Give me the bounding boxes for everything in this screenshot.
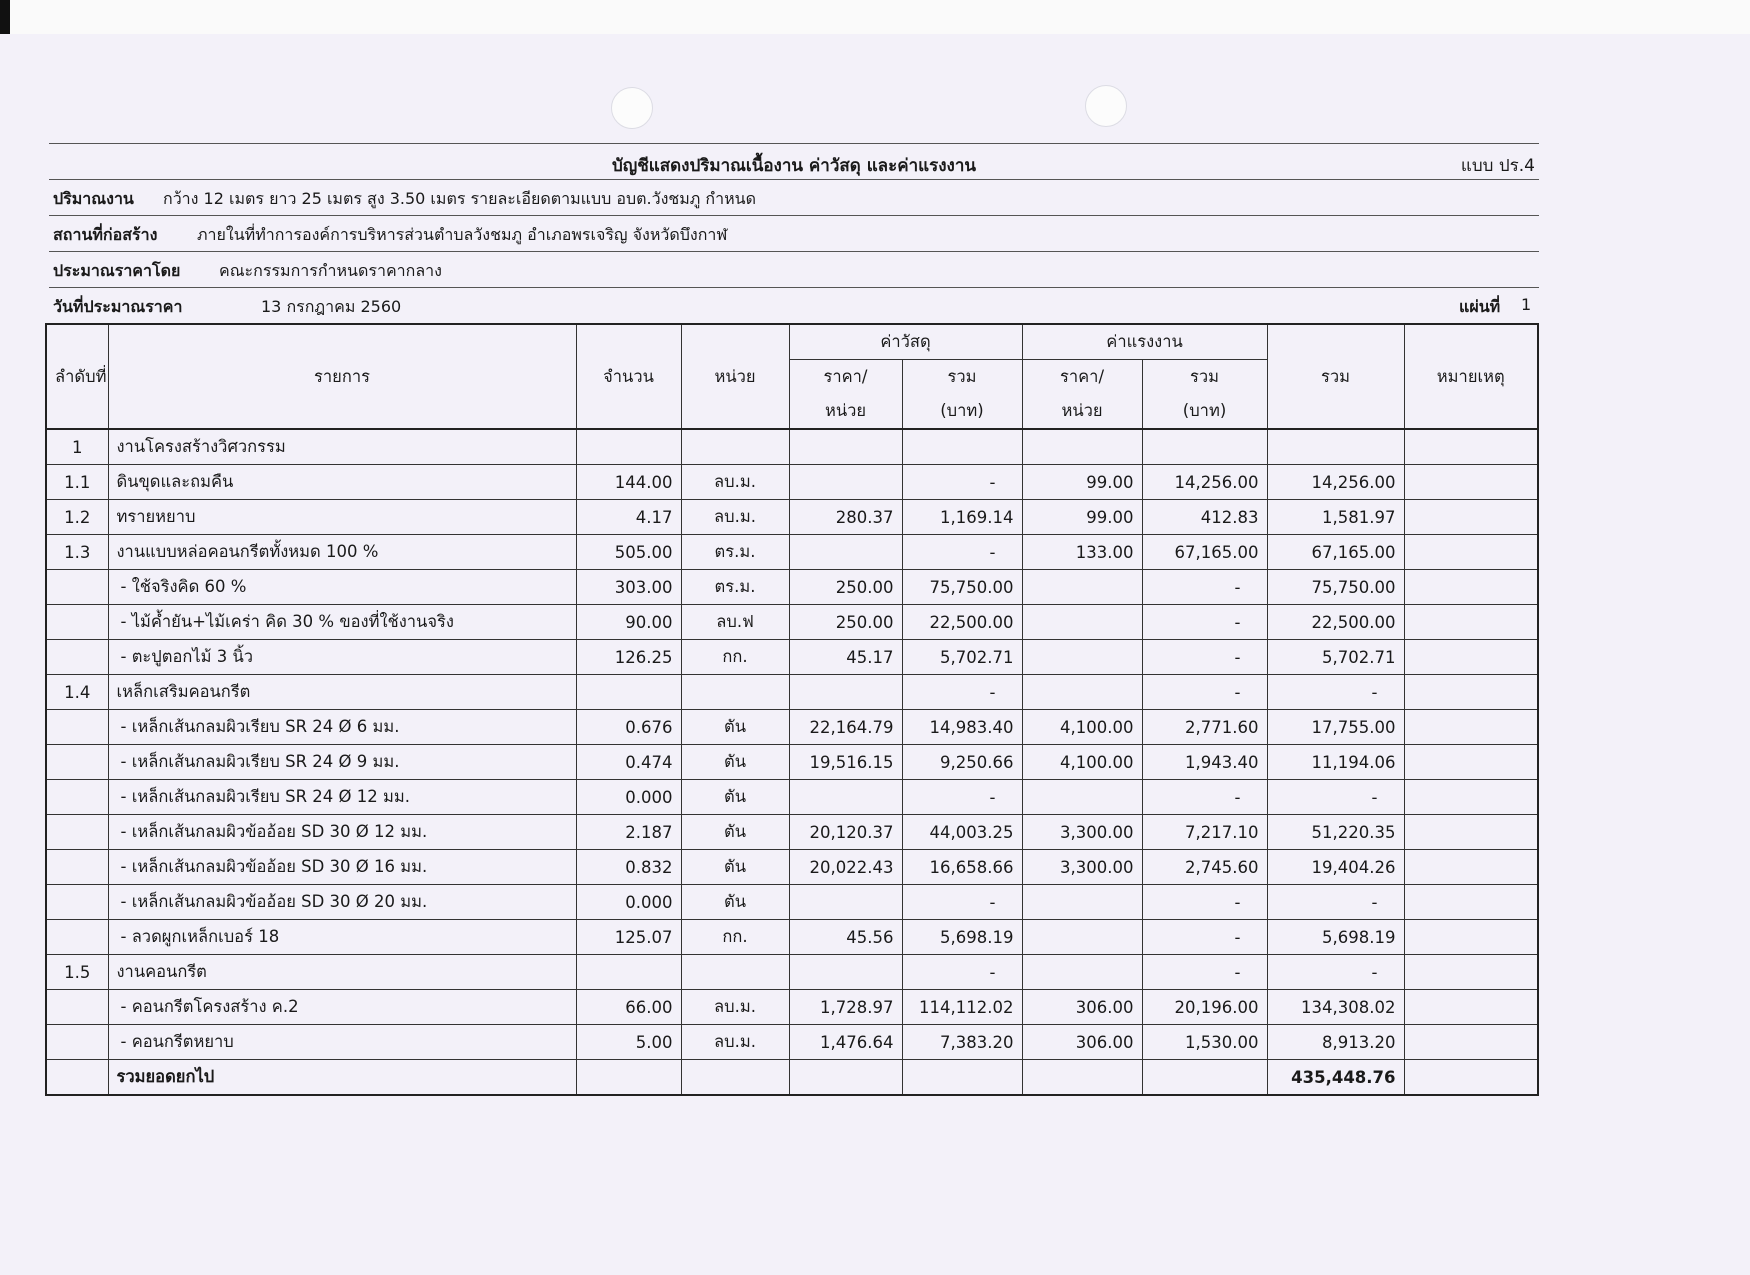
row-qty: 0.474	[576, 745, 681, 780]
row-qty: 0.676	[576, 710, 681, 745]
row-qty: 0.000	[576, 885, 681, 920]
date-row	[49, 287, 1539, 323]
row-labor-price: 4,100.00	[1022, 710, 1142, 745]
row-material-sum: 5,702.71	[902, 640, 1022, 675]
row-unit: ลบ.ม.	[681, 990, 789, 1025]
row-qty: 5.00	[576, 1025, 681, 1060]
row-labor-price	[1022, 675, 1142, 710]
row-labor-sum: 7,217.10	[1142, 815, 1267, 850]
row-no	[46, 1025, 108, 1060]
table-row	[46, 850, 1538, 885]
sheet-label: แผ่นที่	[1459, 297, 1501, 316]
site-label: สถานที่ก่อสร้าง	[53, 225, 158, 244]
header-remark: หมายเหตุ	[1404, 324, 1538, 429]
row-remark	[1404, 535, 1538, 570]
total-lsum-cell	[1142, 1060, 1267, 1096]
row-labor-price	[1022, 605, 1142, 640]
row-remark	[1404, 710, 1538, 745]
row-labor-sum: 1,530.00	[1142, 1025, 1267, 1060]
row-labor-price: 306.00	[1022, 1025, 1142, 1060]
row-labor-price	[1022, 570, 1142, 605]
row-qty: 0.832	[576, 850, 681, 885]
table-row	[46, 675, 1538, 710]
header-labor-sum: รวม	[1142, 360, 1267, 395]
row-material-sum: -	[902, 675, 1022, 710]
row-material-sum: 75,750.00	[902, 570, 1022, 605]
row-item: - คอนกรีตโครงสร้าง ค.2	[108, 990, 576, 1025]
row-qty	[576, 429, 681, 465]
total-remark-cell	[1404, 1060, 1538, 1096]
row-unit: ตัน	[681, 885, 789, 920]
total-mprice-cell	[789, 1060, 902, 1096]
row-item: - เหล็กเส้นกลมผิวข้ออ้อย SD 30 Ø 12 มม.	[108, 815, 576, 850]
row-no: 1	[46, 429, 108, 465]
table-row	[46, 745, 1538, 780]
row-qty: 505.00	[576, 535, 681, 570]
grand-total: 435,448.76	[1267, 1060, 1404, 1096]
table-row	[46, 570, 1538, 605]
punch-hole	[1085, 85, 1127, 127]
header-qty: จำนวน	[576, 324, 681, 429]
estimator-row	[49, 251, 1539, 287]
row-total: 5,702.71	[1267, 640, 1404, 675]
row-material-price: 1,476.64	[789, 1025, 902, 1060]
row-labor-price	[1022, 920, 1142, 955]
row-remark	[1404, 920, 1538, 955]
quantity-table	[45, 323, 1539, 1096]
row-unit: ลบ.ม.	[681, 500, 789, 535]
row-no: 1.2	[46, 500, 108, 535]
row-labor-sum: -	[1142, 920, 1267, 955]
row-labor-price	[1022, 429, 1142, 465]
row-remark	[1404, 1025, 1538, 1060]
row-labor-price: 4,100.00	[1022, 745, 1142, 780]
row-unit: ตัน	[681, 850, 789, 885]
row-material-price: 45.17	[789, 640, 902, 675]
row-total: 75,750.00	[1267, 570, 1404, 605]
row-total: -	[1267, 780, 1404, 815]
row-labor-sum: -	[1142, 570, 1267, 605]
row-labor-sum	[1142, 429, 1267, 465]
row-qty: 144.00	[576, 465, 681, 500]
row-labor-price: 99.00	[1022, 465, 1142, 500]
row-total: 67,165.00	[1267, 535, 1404, 570]
row-total: 19,404.26	[1267, 850, 1404, 885]
row-qty: 303.00	[576, 570, 681, 605]
row-remark	[1404, 745, 1538, 780]
row-no	[46, 780, 108, 815]
row-total: -	[1267, 885, 1404, 920]
form-code: แบบ ปร.4	[1460, 156, 1535, 176]
row-no	[46, 850, 108, 885]
header-material-sum-unit: (บาท)	[902, 394, 1022, 429]
row-labor-price: 306.00	[1022, 990, 1142, 1025]
row-labor-price: 3,300.00	[1022, 815, 1142, 850]
row-no: 1.1	[46, 465, 108, 500]
row-qty: 0.000	[576, 780, 681, 815]
row-material-sum: 9,250.66	[902, 745, 1022, 780]
row-labor-sum: 2,771.60	[1142, 710, 1267, 745]
row-labor-price: 133.00	[1022, 535, 1142, 570]
row-unit: ตัน	[681, 710, 789, 745]
row-material-sum: 22,500.00	[902, 605, 1022, 640]
row-remark	[1404, 955, 1538, 990]
estimator-label: ประมาณราคาโดย	[53, 261, 181, 280]
row-unit: กก.	[681, 640, 789, 675]
row-labor-sum: 20,196.00	[1142, 990, 1267, 1025]
site-value: ภายในที่ทำการองค์การบริหารส่วนตำบลวังชมภู อำเภอพรเจริญ จังหวัดบึงกาฬ	[197, 225, 728, 244]
row-item: งานแบบหล่อคอนกรีตทั้งหมด 100 %	[108, 535, 576, 570]
row-remark	[1404, 570, 1538, 605]
row-material-price: 20,022.43	[789, 850, 902, 885]
row-material-sum: -	[902, 885, 1022, 920]
table-row	[46, 710, 1538, 745]
row-total: 14,256.00	[1267, 465, 1404, 500]
row-qty: 90.00	[576, 605, 681, 640]
row-labor-sum: -	[1142, 885, 1267, 920]
scan-corner-mark	[0, 0, 10, 34]
row-item: - เหล็กเส้นกลมผิวเรียบ SR 24 Ø 9 มม.	[108, 745, 576, 780]
row-material-price: 1,728.97	[789, 990, 902, 1025]
row-item: ทรายหยาบ	[108, 500, 576, 535]
row-no	[46, 815, 108, 850]
row-material-price: 22,164.79	[789, 710, 902, 745]
header-item: รายการ	[108, 324, 576, 429]
row-total: 5,698.19	[1267, 920, 1404, 955]
row-material-price	[789, 780, 902, 815]
total-qty-cell	[576, 1060, 681, 1096]
row-labor-sum: -	[1142, 780, 1267, 815]
total-row	[46, 1060, 1538, 1096]
row-total: 51,220.35	[1267, 815, 1404, 850]
row-remark	[1404, 815, 1538, 850]
row-remark	[1404, 675, 1538, 710]
row-material-price	[789, 675, 902, 710]
row-qty	[576, 675, 681, 710]
row-unit: ลบ.ม.	[681, 465, 789, 500]
row-remark	[1404, 885, 1538, 920]
row-remark	[1404, 990, 1538, 1025]
row-total: 134,308.02	[1267, 990, 1404, 1025]
work-value: กว้าง 12 เมตร ยาว 25 เมตร สูง 3.50 เมตร รายละเอียดตามแบบ อบต.วังชมภู กำหนด	[163, 189, 756, 208]
row-labor-price: 99.00	[1022, 500, 1142, 535]
row-material-price	[789, 429, 902, 465]
row-item: - ตะปูตอกไม้ 3 นิ้ว	[108, 640, 576, 675]
row-material-sum: -	[902, 465, 1022, 500]
row-total: 1,581.97	[1267, 500, 1404, 535]
row-unit: ตร.ม.	[681, 570, 789, 605]
row-qty: 126.25	[576, 640, 681, 675]
total-label: รวมยอดยกไป	[108, 1060, 576, 1096]
row-labor-sum: 14,256.00	[1142, 465, 1267, 500]
row-unit: ตัน	[681, 780, 789, 815]
row-material-price: 250.00	[789, 570, 902, 605]
work-row	[49, 179, 1539, 215]
row-labor-sum: 67,165.00	[1142, 535, 1267, 570]
row-no	[46, 885, 108, 920]
row-material-price	[789, 885, 902, 920]
title-row	[49, 143, 1539, 179]
row-qty	[576, 955, 681, 990]
row-labor-sum: -	[1142, 955, 1267, 990]
row-total	[1267, 429, 1404, 465]
document-title: บัญชีแสดงปริมาณเนื้องาน ค่าวัสดุ และค่าแรงงาน	[611, 156, 977, 176]
row-unit	[681, 955, 789, 990]
row-material-sum: 114,112.02	[902, 990, 1022, 1025]
row-material-price: 45.56	[789, 920, 902, 955]
table-body	[46, 429, 1538, 1060]
row-material-price	[789, 955, 902, 990]
row-qty: 66.00	[576, 990, 681, 1025]
row-material-price: 20,120.37	[789, 815, 902, 850]
row-labor-price	[1022, 955, 1142, 990]
header-unit: หน่วย	[681, 324, 789, 429]
row-qty: 2.187	[576, 815, 681, 850]
row-labor-sum: 2,745.60	[1142, 850, 1267, 885]
scan-top-band	[0, 0, 1750, 34]
row-labor-price: 3,300.00	[1022, 850, 1142, 885]
table-row	[46, 990, 1538, 1025]
row-item: - เหล็กเส้นกลมผิวเรียบ SR 24 Ø 6 มม.	[108, 710, 576, 745]
table-row	[46, 429, 1538, 465]
total-msum-cell	[902, 1060, 1022, 1096]
header-material-price: ราคา/	[789, 360, 902, 395]
row-item: - เหล็กเส้นกลมผิวเรียบ SR 24 Ø 12 มม.	[108, 780, 576, 815]
total-unit-cell	[681, 1060, 789, 1096]
row-material-price: 250.00	[789, 605, 902, 640]
row-total: 8,913.20	[1267, 1025, 1404, 1060]
row-unit: ตัน	[681, 815, 789, 850]
row-unit	[681, 429, 789, 465]
row-no	[46, 745, 108, 780]
total-lprice-cell	[1022, 1060, 1142, 1096]
row-no: 1.4	[46, 675, 108, 710]
row-no	[46, 710, 108, 745]
row-material-sum: 7,383.20	[902, 1025, 1022, 1060]
header-labor-price-unit: หน่วย	[1022, 394, 1142, 429]
row-unit: ลบ.ม.	[681, 1025, 789, 1060]
row-material-price: 19,516.15	[789, 745, 902, 780]
row-material-sum: 16,658.66	[902, 850, 1022, 885]
row-no: 1.5	[46, 955, 108, 990]
row-total: -	[1267, 675, 1404, 710]
row-material-sum: -	[902, 955, 1022, 990]
row-qty: 125.07	[576, 920, 681, 955]
row-item: - ไม้ค้ำยัน+ไม้เคร่า คิด 30 % ของที่ใช้งานจริง	[108, 605, 576, 640]
row-remark	[1404, 429, 1538, 465]
row-no	[46, 605, 108, 640]
table-row	[46, 535, 1538, 570]
row-material-sum	[902, 429, 1022, 465]
row-unit: ตร.ม.	[681, 535, 789, 570]
table-row	[46, 605, 1538, 640]
row-no	[46, 990, 108, 1025]
row-item: เหล็กเสริมคอนกรีต	[108, 675, 576, 710]
punch-hole	[611, 87, 653, 129]
row-labor-sum: 1,943.40	[1142, 745, 1267, 780]
row-item: - ลวดผูกเหล็กเบอร์ 18	[108, 920, 576, 955]
row-item: - เหล็กเส้นกลมผิวข้ออ้อย SD 30 Ø 16 มม.	[108, 850, 576, 885]
row-no	[46, 920, 108, 955]
table-row	[46, 955, 1538, 990]
row-total: 22,500.00	[1267, 605, 1404, 640]
row-item: - ใช้จริงคิด 60 %	[108, 570, 576, 605]
row-total: 11,194.06	[1267, 745, 1404, 780]
row-material-sum: 1,169.14	[902, 500, 1022, 535]
table-row	[46, 1025, 1538, 1060]
row-no	[46, 570, 108, 605]
row-qty: 4.17	[576, 500, 681, 535]
row-labor-sum: -	[1142, 675, 1267, 710]
row-total: 17,755.00	[1267, 710, 1404, 745]
header-material: ค่าวัสดุ	[789, 324, 1022, 360]
row-unit: ตัน	[681, 745, 789, 780]
row-remark	[1404, 465, 1538, 500]
site-row	[49, 215, 1539, 251]
date-label: วันที่ประมาณราคา	[53, 297, 183, 316]
row-remark	[1404, 605, 1538, 640]
row-material-sum: -	[902, 780, 1022, 815]
table-row	[46, 465, 1538, 500]
row-no: 1.3	[46, 535, 108, 570]
estimator-value: คณะกรรมการกำหนดราคากลาง	[219, 261, 442, 280]
work-label: ปริมาณงาน	[53, 189, 134, 208]
row-remark	[1404, 850, 1538, 885]
row-item: - คอนกรีตหยาบ	[108, 1025, 576, 1060]
row-remark	[1404, 500, 1538, 535]
row-remark	[1404, 780, 1538, 815]
row-labor-sum: 412.83	[1142, 500, 1267, 535]
header-material-sum: รวม	[902, 360, 1022, 395]
header-no: ลำดับที่	[46, 324, 108, 429]
header-labor-sum-unit: (บาท)	[1142, 394, 1267, 429]
row-material-price	[789, 535, 902, 570]
row-material-sum: 5,698.19	[902, 920, 1022, 955]
row-unit: กก.	[681, 920, 789, 955]
row-item: ดินขุดและถมคืน	[108, 465, 576, 500]
header-labor-price: ราคา/	[1022, 360, 1142, 395]
row-material-price	[789, 465, 902, 500]
table-row	[46, 780, 1538, 815]
row-labor-sum: -	[1142, 605, 1267, 640]
row-material-sum: -	[902, 535, 1022, 570]
header-material-price-unit: หน่วย	[789, 394, 902, 429]
table-row	[46, 885, 1538, 920]
total-no-cell	[46, 1060, 108, 1096]
table-row	[46, 500, 1538, 535]
row-item: - เหล็กเส้นกลมผิวข้ออ้อย SD 30 Ø 20 มม.	[108, 885, 576, 920]
row-item: งานโครงสร้างวิศวกรรม	[108, 429, 576, 465]
row-material-sum: 44,003.25	[902, 815, 1022, 850]
row-labor-sum: -	[1142, 640, 1267, 675]
row-remark	[1404, 640, 1538, 675]
row-no	[46, 640, 108, 675]
row-unit	[681, 675, 789, 710]
row-material-price: 280.37	[789, 500, 902, 535]
row-material-sum: 14,983.40	[902, 710, 1022, 745]
row-item: งานคอนกรีต	[108, 955, 576, 990]
row-labor-price	[1022, 780, 1142, 815]
header-total: รวม	[1267, 324, 1404, 429]
header-labor: ค่าแรงงาน	[1022, 324, 1267, 360]
row-labor-price	[1022, 885, 1142, 920]
date-value: 13 กรกฎาคม 2560	[261, 297, 402, 316]
table-row	[46, 815, 1538, 850]
sheet-value: 1	[1521, 295, 1532, 314]
table-row	[46, 640, 1538, 675]
row-unit: ลบ.ฟ	[681, 605, 789, 640]
row-labor-price	[1022, 640, 1142, 675]
row-total: -	[1267, 955, 1404, 990]
table-row	[46, 920, 1538, 955]
